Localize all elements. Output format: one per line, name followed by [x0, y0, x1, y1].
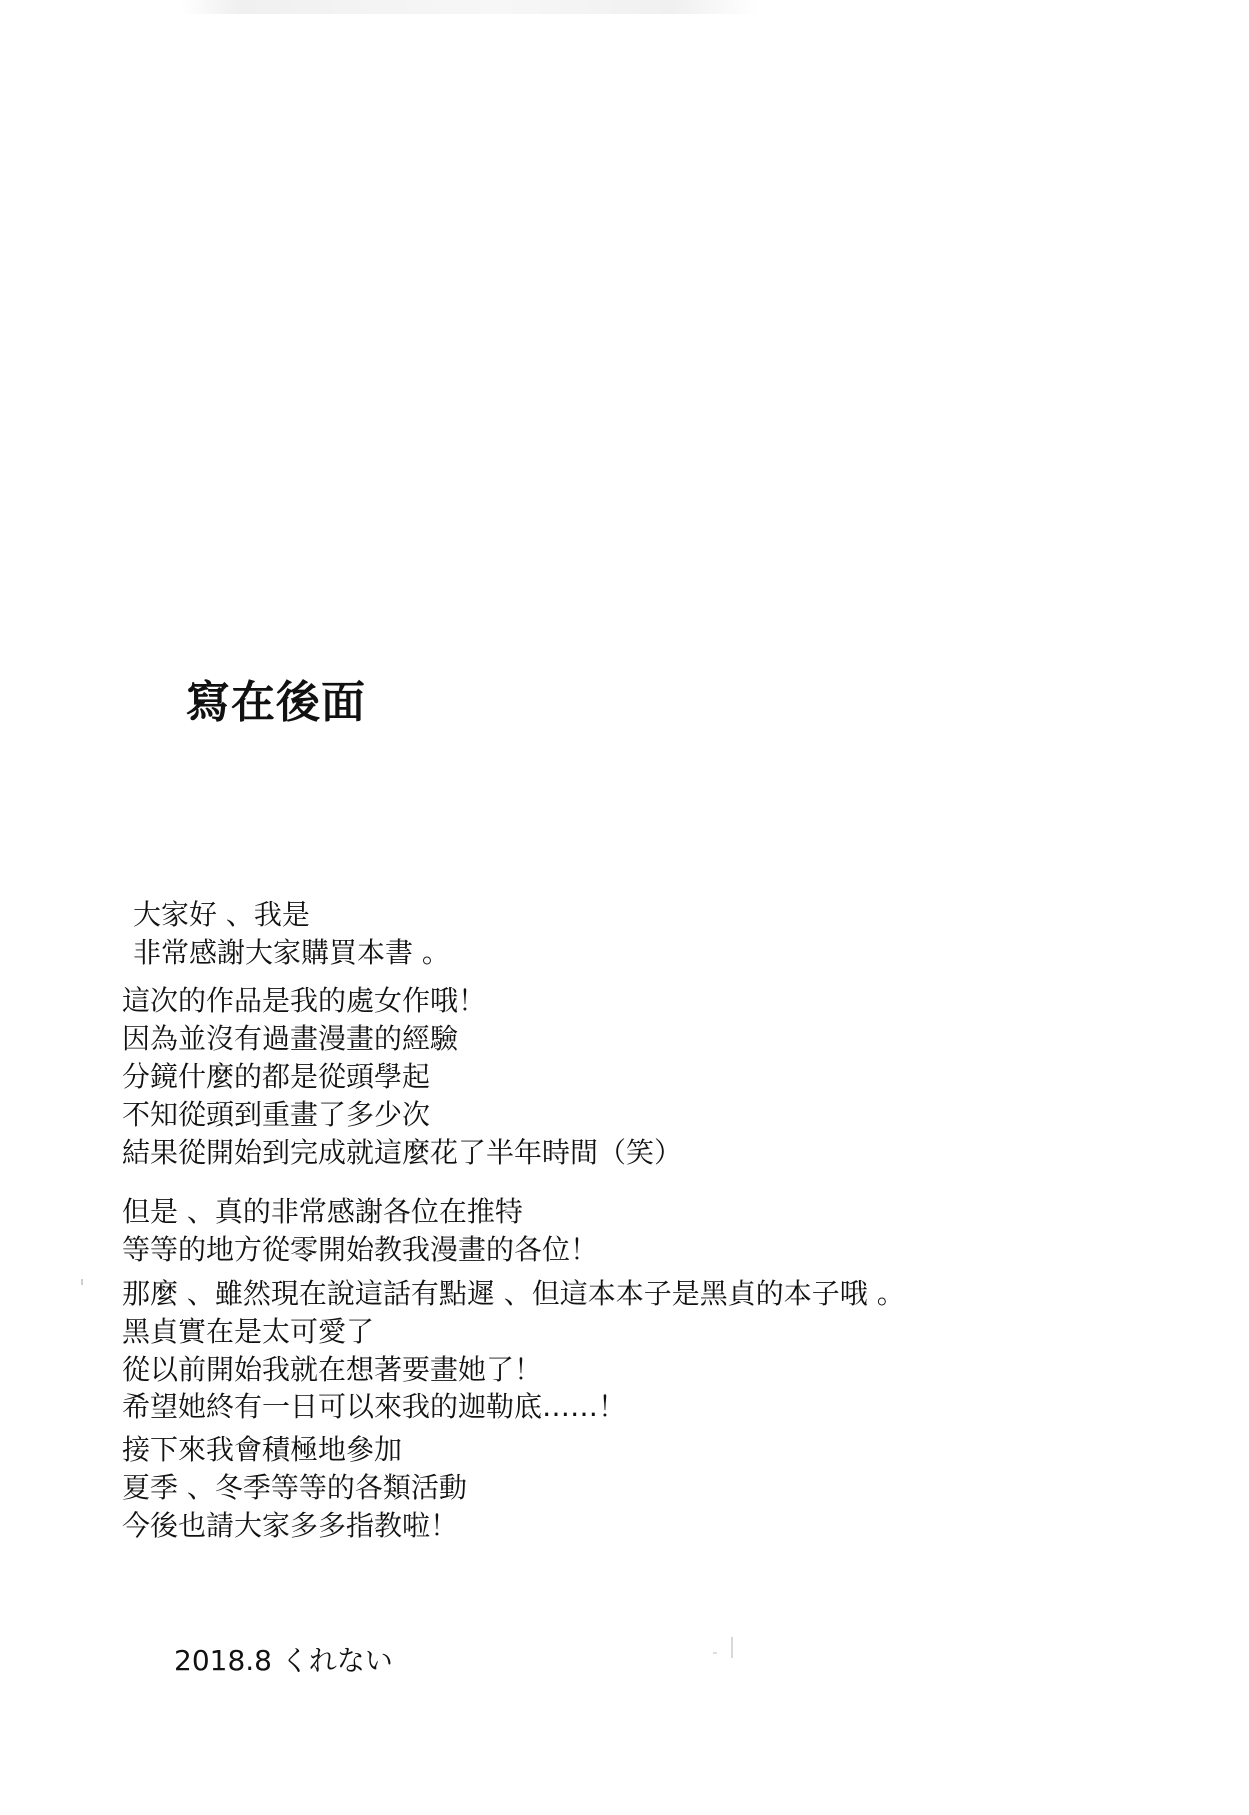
scan-bleed-through — [180, 0, 760, 14]
body-line: 夏季 、冬季等等的各類活動 — [122, 1471, 467, 1504]
body-line: 這次的作品是我的處女作哦！ — [122, 984, 487, 1017]
body-line: 從以前開始我就在想著要畫她了！ — [122, 1353, 543, 1386]
scan-speck — [713, 1652, 717, 1654]
body-line: 不知從頭到重畫了多少次 — [122, 1098, 431, 1131]
signature: 2018.8 くれない — [174, 1644, 393, 1677]
body-line: 今後也請大家多多指教啦！ — [122, 1509, 459, 1542]
body-line: 希望她終有一日可以來我的迦勒底……！ — [122, 1390, 627, 1423]
body-line: 分鏡什麼的都是從頭學起 — [122, 1060, 431, 1093]
body-line: 結果從開始到完成就這麼花了半年時間（笑） — [122, 1136, 683, 1169]
body-line: 大家好 、我是 — [133, 898, 310, 931]
scan-speck — [731, 1637, 733, 1658]
body-line: 因為並沒有過畫漫畫的經驗 — [122, 1022, 459, 1055]
body-line: 接下來我會積極地參加 — [122, 1433, 403, 1466]
body-line: 那麼 、雖然現在說這話有點遲 、但這本本子是黑貞的本子哦 。 — [122, 1277, 905, 1310]
body-line: 等等的地方從零開始教我漫畫的各位！ — [122, 1233, 599, 1266]
page-title: 寫在後面 — [186, 677, 366, 728]
scan-speck — [81, 1279, 83, 1285]
body-line: 黑貞實在是太可愛了 — [122, 1315, 375, 1348]
body-line: 非常感謝大家購買本書 。 — [133, 936, 450, 969]
body-line: 但是 、真的非常感謝各位在推特 — [122, 1195, 523, 1228]
